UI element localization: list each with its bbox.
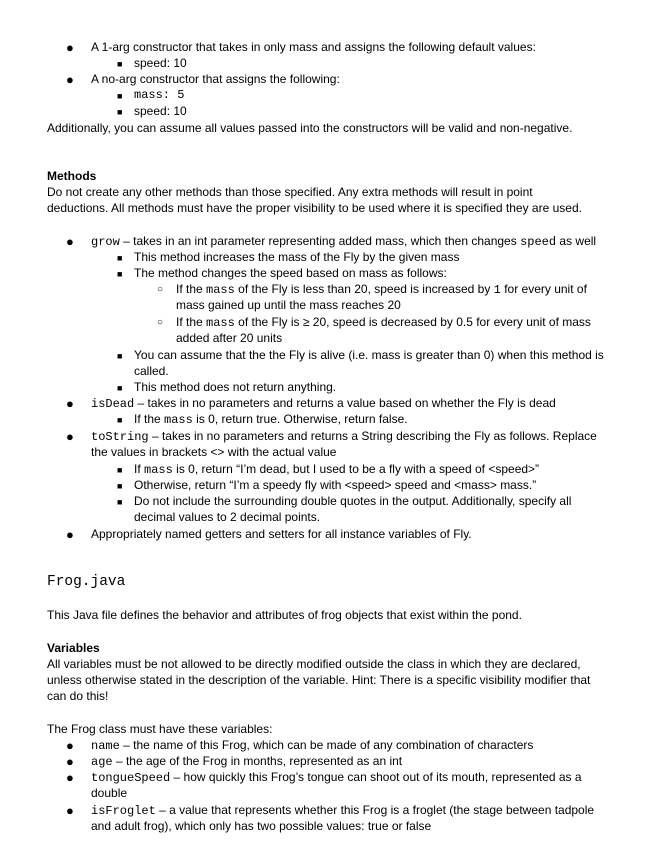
grow-detail: This method does not return anything.: [134, 380, 337, 394]
bullet: ■: [117, 269, 123, 279]
var-desc: – the age of the Frog in months, represented as an int: [112, 754, 403, 768]
method-desc: – takes in an int parameter representing added mass, which then changes: [119, 234, 521, 248]
var-desc: – a value that represents whether this Frog is a froglet (the stage between tadpole: [155, 803, 595, 817]
grow-rule: mass gained up until the mass reaches 20: [176, 298, 401, 312]
var-desc: double: [91, 786, 128, 800]
var-name: age: [91, 755, 113, 769]
grow-detail: called.: [134, 364, 169, 378]
section-heading-methods: Methods: [47, 169, 97, 183]
method-desc: the values in brackets <> with the actual value: [91, 445, 337, 459]
constructor-note: Additionally, you can assume all values passed into the constructors will be valid and non-negative.: [47, 121, 573, 135]
var-desc: – how quickly this Frog’s tongue can shoot out of its mouth, represented as a: [170, 770, 582, 784]
var-name: name: [91, 739, 120, 753]
bullet: ○: [157, 317, 164, 328]
bullet: ■: [117, 107, 123, 117]
method-name: toString: [91, 430, 149, 444]
section-heading-variables: Variables: [47, 641, 100, 655]
method-grow: [91, 233, 596, 250]
bullet: ●: [66, 754, 74, 769]
isdead-detail: [134, 411, 408, 428]
var-name: tongueSpeed: [91, 771, 171, 785]
text: is 0, return “I’m dead, but I used to be a fly with a speed of <speed>”: [172, 462, 540, 476]
tostring-detail: Otherwise, return “I’m a speedy fly with <speed> speed and <mass> mass.”: [134, 478, 537, 492]
grow-rule: [176, 281, 587, 298]
method-isdead: [91, 395, 556, 412]
text: If the: [134, 412, 165, 426]
bullet: ●: [66, 527, 74, 542]
code-mass: mass: [144, 463, 173, 477]
bullet: ■: [117, 415, 123, 425]
bullet: ■: [117, 59, 123, 69]
text: If the: [176, 282, 207, 296]
bullet: ●: [66, 72, 74, 87]
method-name: isDead: [91, 397, 135, 411]
code-value: 1: [493, 283, 501, 297]
bullet: ■: [117, 253, 123, 263]
variables-intro: can do this!: [47, 689, 109, 703]
grow-rule: added after 20 units: [176, 331, 283, 345]
variables-intro: unless otherwise stated in the description of the variable. Hint: There is a specific visibility modifier that: [47, 673, 591, 687]
text: is 0, return true. Otherwise, return false.: [192, 412, 408, 426]
bullet: ●: [66, 770, 74, 785]
tostring-detail: Do not include the surrounding double quotes in the output. Additionally, specify all: [134, 494, 572, 508]
text: If: [134, 462, 145, 476]
method-tostring: [91, 428, 597, 445]
tostring-detail: [134, 461, 539, 478]
var-name: isFroglet: [91, 804, 156, 818]
bullet: ■: [117, 383, 123, 393]
code-speed: speed: [520, 235, 557, 249]
grow-rule: [176, 314, 591, 331]
file-description: This Java file defines the behavior and attributes of frog objects that exist within the pond.: [47, 608, 522, 622]
bullet: ■: [117, 351, 123, 361]
method-desc: – takes in no parameters and returns a value based on whether the Fly is dead: [134, 396, 556, 410]
default-speed: speed: 10: [134, 104, 187, 118]
grow-detail: You can assume that the the Fly is alive (i.e. mass is greater than 0) when this method is: [134, 348, 604, 362]
method-desc: – takes in no parameters and returns a String describing the Fly as follows. Replace: [148, 429, 597, 443]
bullet: ○: [157, 284, 164, 295]
variable-isfroglet: [91, 802, 594, 819]
code-mass: mass: [206, 283, 235, 297]
text: of the Fly is less than 20, speed is increased by: [234, 282, 494, 296]
bullet: ■: [117, 497, 123, 507]
var-desc: – the name of this Frog, which can be made of any combination of characters: [119, 738, 534, 752]
getters-setters: Appropriately named getters and setters for all instance variables of Fly.: [91, 527, 472, 541]
grow-detail: This method increases the mass of the Fly by the given mass: [134, 250, 460, 264]
var-desc: and adult frog), which only has two possible values: true or false: [91, 819, 432, 833]
bullet: ■: [117, 465, 123, 475]
variables-intro: All variables must be not allowed to be directly modified outside the class in which they are declared,: [47, 657, 581, 671]
variable-name: [91, 737, 533, 754]
code-mass: mass: [164, 413, 193, 427]
constructor-no-arg: A no-arg constructor that assigns the following:: [91, 72, 340, 86]
variables-lead: The Frog class must have these variables:: [47, 722, 273, 736]
method-desc: as well: [556, 234, 597, 248]
bullet: ●: [66, 234, 74, 249]
bullet: ●: [66, 396, 74, 411]
variable-tonguespeed: [91, 769, 582, 786]
bullet: ●: [66, 429, 74, 444]
tostring-detail: decimal values to 2 decimal points.: [134, 510, 321, 524]
default-mass: mass: 5: [134, 88, 185, 102]
variable-age: [91, 753, 402, 770]
methods-intro: deductions. All methods must have the proper visibility to be used where it is specified they are used.: [47, 201, 582, 215]
constructor-one-arg: A 1-arg constructor that takes in only mass and assigns the following default values:: [91, 40, 536, 54]
text: of the Fly is ≥ 20, speed is decreased by 0.5 for every unit of mass: [234, 315, 591, 329]
bullet: ●: [66, 803, 74, 818]
code-mass: mass: [206, 316, 235, 330]
bullet: ■: [117, 91, 123, 101]
bullet: ●: [66, 40, 74, 55]
default-speed: speed: 10: [134, 56, 187, 70]
methods-intro: Do not create any other methods than those specified. Any extra methods will result in point: [47, 185, 533, 199]
grow-detail: The method changes the speed based on mass as follows:: [134, 266, 447, 280]
text: for every unit of: [500, 282, 587, 296]
bullet: ●: [66, 738, 74, 753]
text: If the: [176, 315, 207, 329]
method-name: grow: [91, 235, 120, 249]
bullet: ■: [117, 481, 123, 491]
file-title: Frog.java: [47, 574, 126, 590]
